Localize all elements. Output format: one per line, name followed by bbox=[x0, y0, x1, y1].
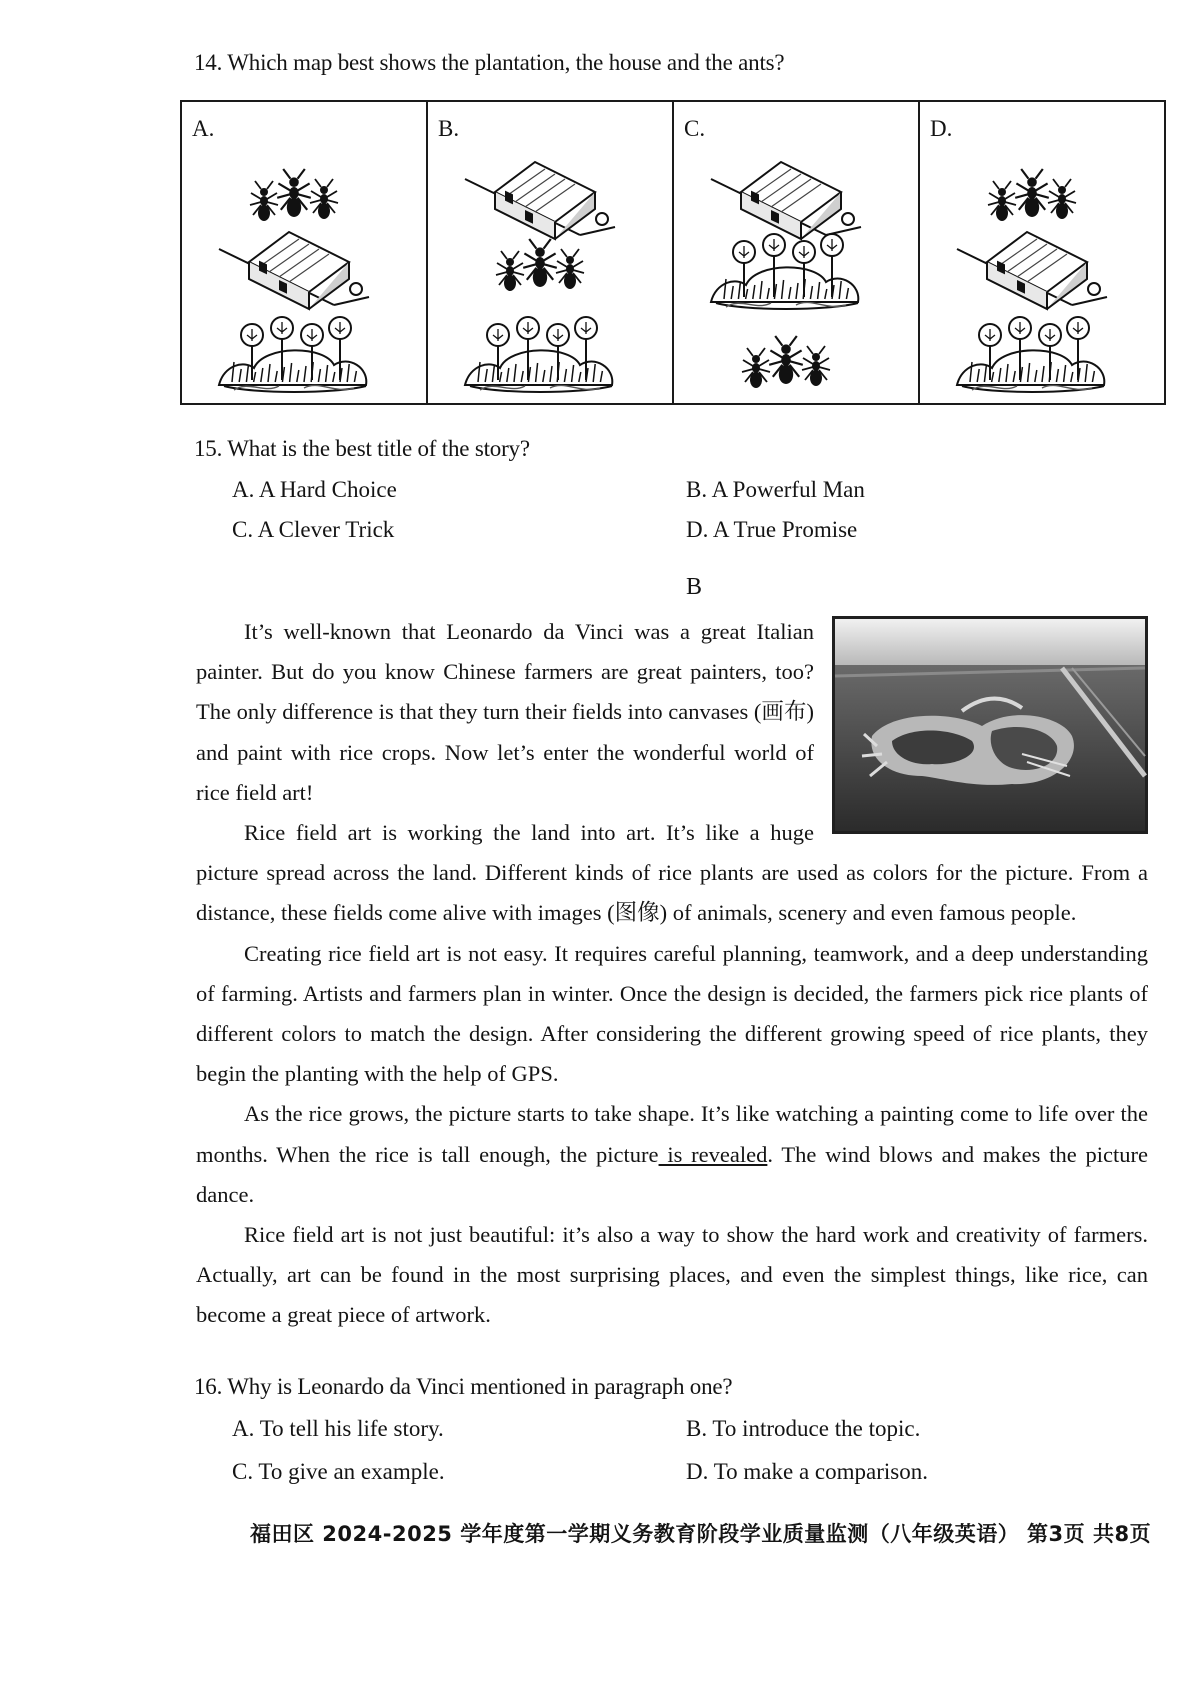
q16-option-c[interactable]: C. To give an example. bbox=[232, 1459, 445, 1484]
ant-icon bbox=[277, 169, 311, 217]
q16-option-d[interactable]: D. To make a comparison. bbox=[686, 1459, 928, 1484]
plantation-icon bbox=[465, 317, 612, 392]
option-a-label: A. bbox=[192, 116, 215, 141]
passage-paragraph-4 bbox=[196, 1094, 1148, 1215]
paragraph-4-part-2: . The wind blows and makes the picture dance. bbox=[196, 1141, 1148, 1207]
plantation-icon bbox=[711, 234, 858, 309]
q15-option-a[interactable]: A. A Hard Choice bbox=[232, 477, 397, 502]
q15-option-d[interactable]: D. A True Promise bbox=[686, 517, 858, 542]
ant-icon bbox=[988, 181, 1016, 221]
ant-icon bbox=[523, 239, 557, 287]
ant-icon bbox=[250, 181, 278, 221]
house-icon bbox=[711, 162, 861, 239]
map-b-illustration bbox=[428, 102, 674, 403]
ant-icon bbox=[1048, 179, 1076, 219]
passage-paragraph-1: It’s well-known that Leonardo da Vinci was a great Italian painter. But do you know Chinese farmers are great painters, too? The only difference is that they turn their fields into canvases (画布) and paint with rice crops. Now let’s enter the wonderful world of rice field art! bbox=[196, 619, 814, 805]
option-b-map[interactable] bbox=[426, 100, 674, 405]
ant-icon bbox=[769, 336, 803, 384]
reading-passage bbox=[196, 612, 1148, 1336]
map-c-illustration bbox=[674, 102, 920, 403]
option-d-label: D. bbox=[930, 116, 953, 141]
house-icon bbox=[219, 232, 369, 309]
ants-group bbox=[988, 169, 1076, 221]
plantation-icon bbox=[219, 317, 366, 392]
ant-icon bbox=[496, 251, 524, 291]
passage-paragraph-2: Rice field art is working the land into art. It’s like a huge picture spread across the land. Different kinds of rice plants are used as colors for the picture. From a distance, these fields come alive with images (图像) of animals, scenery and even famous people. bbox=[196, 820, 1148, 926]
ants-group bbox=[496, 239, 584, 291]
page-footer: 福田区 2024-2025 学年度第一学期义务教育阶段学业质量监测（八年级英语） 第3页 共8页 bbox=[250, 1522, 1152, 1546]
passage-paragraph-5: Rice field art is not just beautiful: it’s also a way to show the hard work and creativity of farmers. Actually, art can be found in the most surprising places, and even the simplest things, like rice, can become a great piece of artwork. bbox=[196, 1222, 1148, 1328]
option-c-label: C. bbox=[684, 116, 706, 141]
plantation-icon bbox=[957, 317, 1104, 392]
passage-paragraph-3: Creating rice field art is not easy. It requires careful planning, teamwork, and a deep understanding of farming. Artists and farmers plan in winter. Once the design is decided, the farmers pick rice plants of different colors to match the design. After considering the different growing speed of rice plants, they begin the planting with the help of GPS. bbox=[196, 940, 1148, 1087]
question-16-stem: 16. Why is Leonardo da Vinci mentioned in paragraph one? bbox=[194, 1374, 733, 1399]
rice-field-art-photo bbox=[832, 616, 1148, 834]
underlined-phrase: is revealed bbox=[658, 1141, 768, 1167]
q15-option-c[interactable]: C. A Clever Trick bbox=[232, 517, 395, 542]
q15-option-b[interactable]: B. A Powerful Man bbox=[686, 477, 865, 502]
ants-group bbox=[742, 336, 830, 388]
question-14-options-grid bbox=[180, 100, 1166, 405]
section-heading: B bbox=[686, 574, 703, 600]
ant-icon bbox=[1015, 169, 1049, 217]
ant-icon bbox=[310, 179, 338, 219]
map-a-illustration bbox=[182, 102, 428, 403]
q16-option-b[interactable]: B. To introduce the topic. bbox=[686, 1416, 921, 1441]
map-d-illustration bbox=[920, 102, 1166, 403]
question-14-stem: 14. Which map best shows the plantation, the house and the ants? bbox=[194, 50, 785, 75]
option-c-map[interactable] bbox=[672, 100, 920, 405]
paragraph-4-part-1: As the rice grows, the picture starts to take shape. It’s like watching a painting come to life over the months. When the rice is tall enough, the picture bbox=[196, 1101, 1148, 1167]
house-icon bbox=[957, 232, 1107, 309]
ant-icon bbox=[556, 249, 584, 289]
house-icon bbox=[465, 162, 615, 239]
question-15-stem: 15. What is the best title of the story? bbox=[194, 436, 530, 461]
option-a-map[interactable] bbox=[180, 100, 428, 405]
ant-icon bbox=[802, 346, 830, 386]
q16-option-a[interactable]: A. To tell his life story. bbox=[232, 1416, 444, 1441]
ants-group bbox=[250, 169, 338, 221]
option-d-map[interactable] bbox=[918, 100, 1166, 405]
ant-icon bbox=[742, 348, 770, 388]
option-b-label: B. bbox=[438, 116, 460, 141]
